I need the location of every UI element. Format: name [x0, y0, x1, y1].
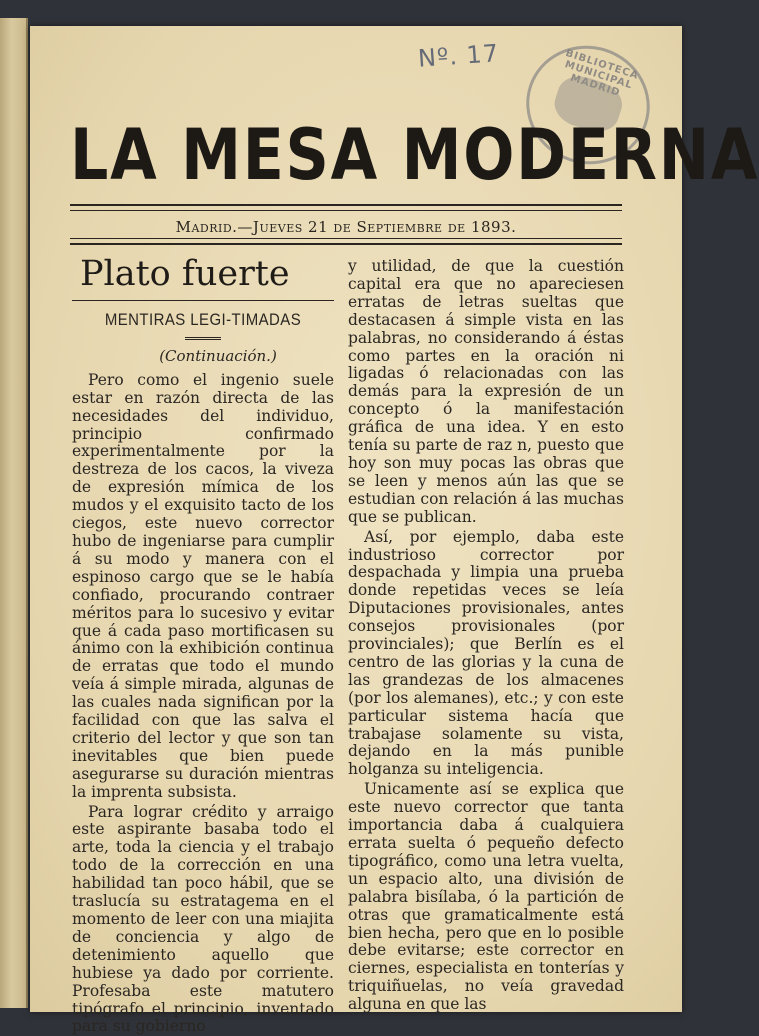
section-title: Plato fuerte — [80, 254, 290, 294]
left-paragraph-2: Para lograr crédito y arraigo este aspirante basaba todo el arte, toda la ciencia y el trabajo todo de la corrección en una habilidad tan poco hábil, que se traslucía su estratagema en el momento de leer con una miajita de conciencia y algo de detenimiento aquello que hubiese ya dado por corriente. Profesaba este matutero tipógrafo el principio, inventado para su gobierno — [72, 802, 334, 1036]
article-title: MENTIRAS LEGI-TIMADAS — [104, 310, 302, 329]
section-title-rule — [72, 300, 334, 301]
masthead-rule-top — [70, 204, 622, 206]
right-paragraph-3: Unicamente así se explica que este nuevo corrector que tanta importancia daba á cualquiera errata suelta ó pequeño defecto tipográfico, como una letra vuelta, un espacio alto, una división de palabra bisílaba, ó la partición de otras que gramaticalmente está bien hecha, pero que en lo posible debe evitarse; este corrector en ciernes, especialista en tonterías y triquiñuelas, no veía gravedad alguna en que las — [348, 780, 624, 1014]
dateline: Madrid.—Jueves 21 de Septiembre de 1893. — [175, 218, 517, 236]
left-column — [72, 252, 334, 1036]
masthead-title: LA MESA MODERNA — [70, 114, 759, 196]
masthead-rule-bottom — [70, 210, 622, 211]
right-column — [348, 258, 624, 1014]
dateline-rule-top — [70, 238, 622, 239]
right-paragraph-1: y utilidad, de que la cuestión capital era que no apareciesen erratas de letras sueltas que destacasen á simple vista en las palabras, no considerando á éstas como partes en la oración ni ligadas ó relacionadas con las demás para la expresión de un concepto ó la manifestación gráfica de una idea. Y en esto tenía su parte de raz n, puesto que hoy son muy pocas las obras que se leen y menos aún las que se estudian con relación á las muchas que se publican. — [348, 257, 624, 526]
right-paragraph-2: Así, por ejemplo, daba este industrioso corrector por despachada y limpia una prueba donde repetidas veces se leía Diputaciones provisionales, antes consejos provisionales (por provinciales); que Berlín es el centro de las glorias y la cuna de las grandezas de los almacenes (por los alemanes), etc.; y con este particular sistema hacía que trabajase solamente su vista, dejando en la más punible holganza su inteligencia. — [348, 527, 624, 779]
title-dash — [185, 337, 221, 340]
newspaper-page — [30, 26, 759, 1036]
handwritten-issue-number: Nº. 17 — [417, 39, 500, 73]
left-paragraph-1: Pero como el ingenio suele estar en razón directa de las necesidades del individuo, principio confirmado experimentalmente por la destreza de los cacos, la viveza de expresión mímica de los mudos y el exquisito tacto de los ciegos, este nuevo corrector hubo de ingeniarse para cumplir á su modo y manera con el espinoso cargo que se le había confiado, procurando contraer méritos para lo sucesivo y evitar que á cada paso mortificasen su ánimo con la exhibición continua de erratas que todo el mundo veía á simple mirada, algunas de las cuales nada significan por la facilidad con que las salva el criterio del lector y que son tan inevitables que bien puede asegurarse su duración mientras la imprenta subsista. — [72, 370, 334, 801]
adjacent-page-edge — [0, 18, 28, 1008]
continuation-note: (Continuación.) — [159, 346, 277, 365]
stamp-text: BIBLIOTECA MUNICIPAL MADRID — [563, 47, 641, 100]
dateline-rule-bottom — [70, 243, 622, 245]
